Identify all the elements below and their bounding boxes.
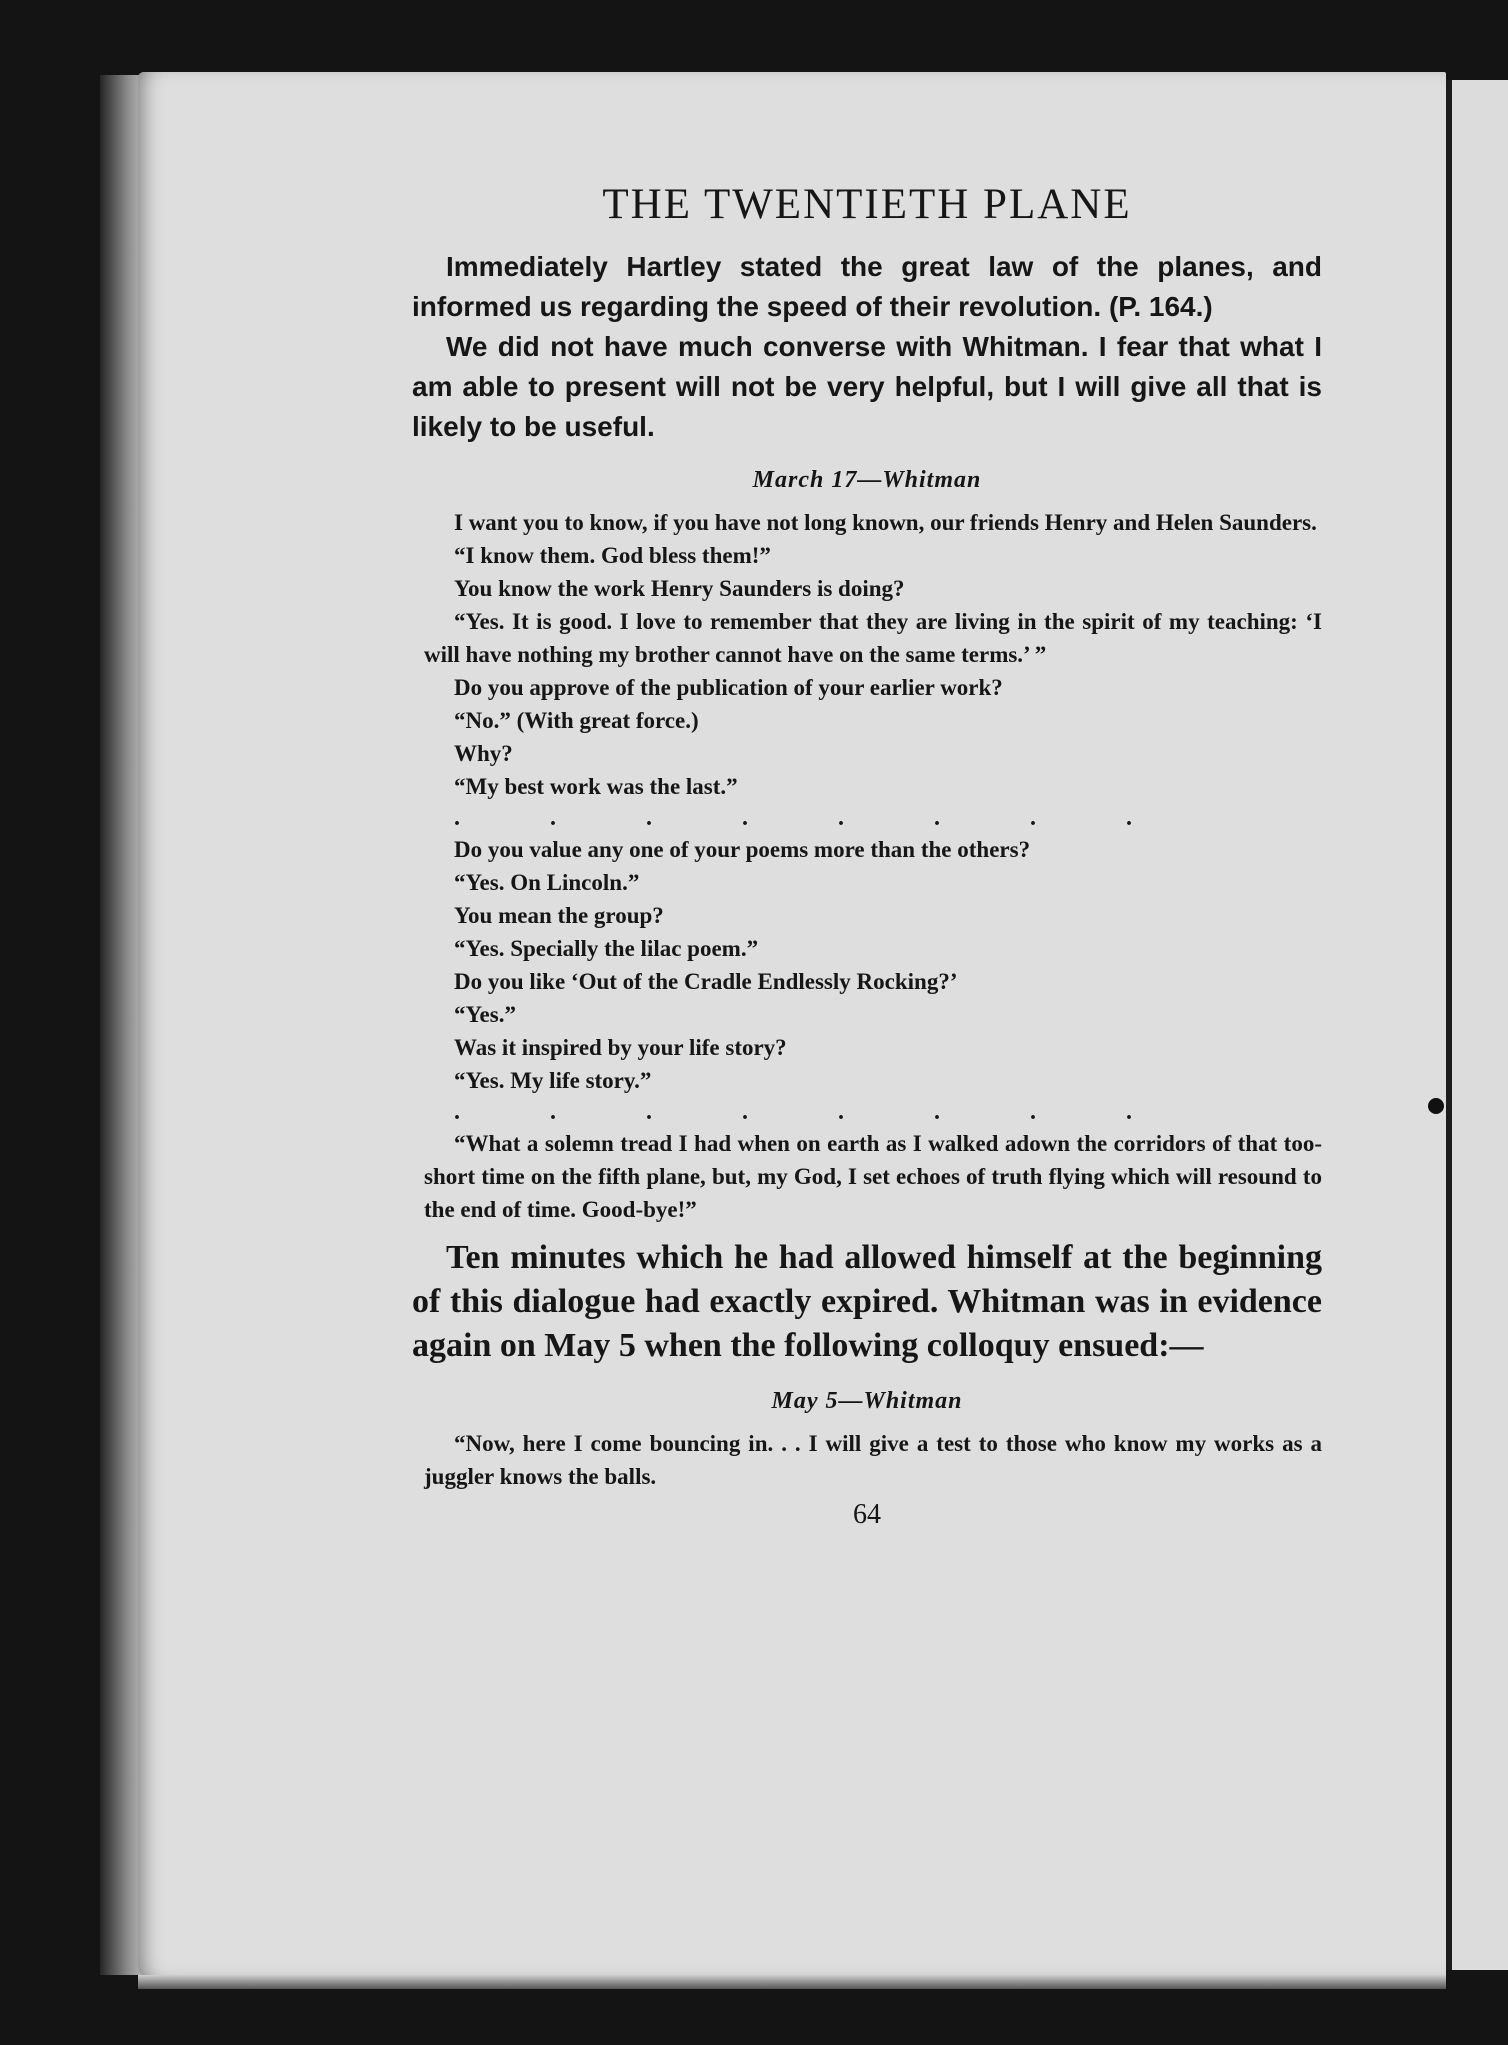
dialogue-line: Do you like ‘Out of the Cradle Endlessly Rocking?’ [454, 969, 958, 994]
intro-paragraph-2: We did not have much converse with Whitman. I fear that what I am able to present will not be very helpful, but I will give all that is likely to be useful. [412, 331, 1322, 442]
dialogue-line: I want you to know, if you have not long known, our friends Henry and Helen Saunders. [454, 510, 1317, 535]
ellipsis-separator: . . . . . . . . [454, 805, 1174, 831]
dialogue-line: You mean the group? [454, 903, 664, 928]
dialogue-line: Do you value any one of your poems more than the others? [454, 837, 1031, 862]
page-number: 64 [853, 1499, 881, 1530]
intro-paragraph-1: Immediately Hartley stated the great law of the planes, and informed us regarding the speed of their revolution. (P. 164.) [412, 251, 1322, 322]
bridge-paragraph: Ten minutes which he had allowed himself at the beginning of this dialogue had exactly expired. Whitman was in evidence again on May 5 when the following colloquy ensued:— [412, 1239, 1322, 1364]
page-bottom-edge [138, 1975, 1446, 1989]
page-content [412, 180, 1322, 1531]
dialogue-line: “No.” (With great force.) [454, 708, 699, 733]
dialogue-line: Was it inspired by your life story? [454, 1035, 787, 1060]
dialogue-line: “Yes. It is good. I love to remember that they are living in the spirit of my teaching: ‘I will have nothing my brother cannot have on the same terms.’ ” [424, 609, 1322, 667]
dialogue-line: “Now, here I come bouncing in. . . I will give a test to those who know my works as a juggler knows the balls. [424, 1431, 1322, 1489]
dialogue-line: “I know them. God bless them!” [454, 543, 771, 568]
dialogue-line: “My best work was the last.” [454, 774, 738, 799]
section-heading-may: May 5—Whitman [771, 1388, 963, 1414]
facing-page-edge [1446, 80, 1508, 1970]
dialogue-line: Why? [454, 741, 513, 766]
binding-mark [1428, 1098, 1444, 1114]
dialogue-line: You know the work Henry Saunders is doing? [454, 576, 905, 601]
dialogue-line: “Yes.” [454, 1002, 516, 1027]
dialogue-line: “Yes. On Lincoln.” [454, 870, 640, 895]
running-head: THE TWENTIETH PLANE [602, 181, 1132, 228]
dialogue-line: “What a solemn tread I had when on earth as I walked adown the corridors of that too-short time on the fifth plane, but, my God, I set echoes of truth flying which will resound to the end of time. Good-bye!” [424, 1131, 1322, 1222]
dialogue-line: Do you approve of the publication of your earlier work? [454, 675, 1003, 700]
ellipsis-separator: . . . . . . . . [454, 1099, 1174, 1125]
section-heading-march: March 17—Whitman [752, 467, 982, 493]
dialogue-line: “Yes. Specially the lilac poem.” [454, 936, 759, 961]
dialogue-line: “Yes. My life story.” [454, 1068, 652, 1093]
